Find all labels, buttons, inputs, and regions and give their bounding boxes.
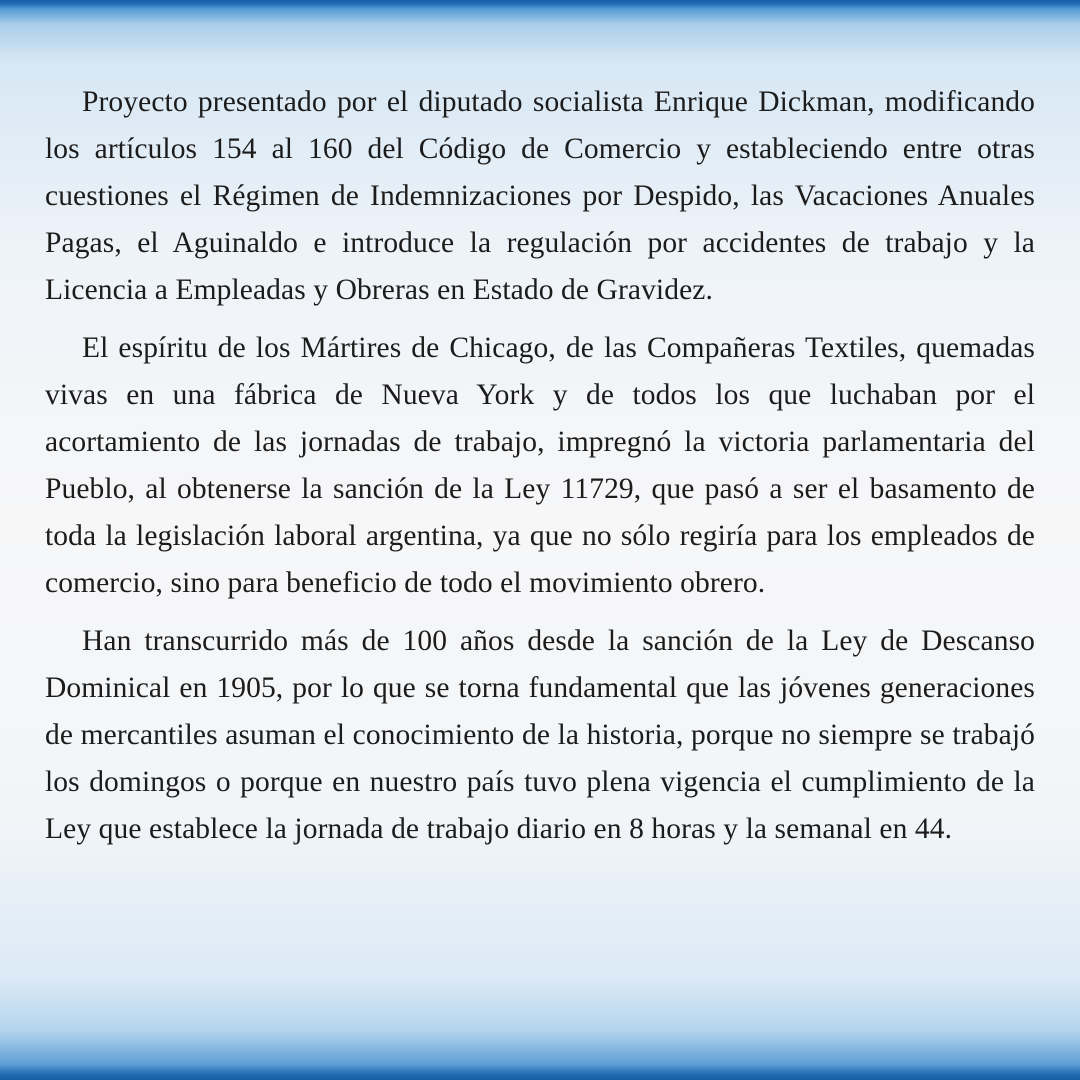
paragraph-3: Han transcurrido más de 100 años desde la sanción de la Ley de Descanso Dominical en 1905, por lo que se torna fundamental que las jóvenes generaciones de mercantiles asuman el conocimiento de la historia, porque no siempre se trabajó los domingos o porque en nuestro país tuvo plena vigencia el cumplimiento de la Ley que establece la jornada de trabajo diario en 8 horas y la semanal en 44. (45, 625, 1035, 845)
bottom-blue-border (0, 1066, 1080, 1080)
paragraph-2: El espíritu de los Mártires de Chicago, de las Compañeras Textiles, quemadas vivas en una fábrica de Nueva York y de todos los que luchaban por el acortamiento de las jornadas de trabajo, impregnó la victoria parlamentaria del Pueblo, al obtenerse la sanción de la Ley 11729, que pasó a ser el basamento de toda la legislación laboral argentina, ya que no sólo regiría para los empleados de comercio, sino para beneficio de todo el movimiento obrero. (45, 332, 1035, 599)
paragraph-1: Proyecto presentado por el diputado socialista Enrique Dickman, modificando los artículos 154 al 160 del Código de Comercio y estableciendo entre otras cuestiones el Régimen de Indemnizaciones por Despido, las Vacaciones Anuales Pagas, el Aguinaldo e introduce la regulación por accidentes de trabajo y la Licencia a Empleadas y Obreras en Estado de Gravidez. (45, 86, 1035, 306)
top-blue-border (0, 0, 1080, 8)
document-body (45, 79, 1035, 864)
